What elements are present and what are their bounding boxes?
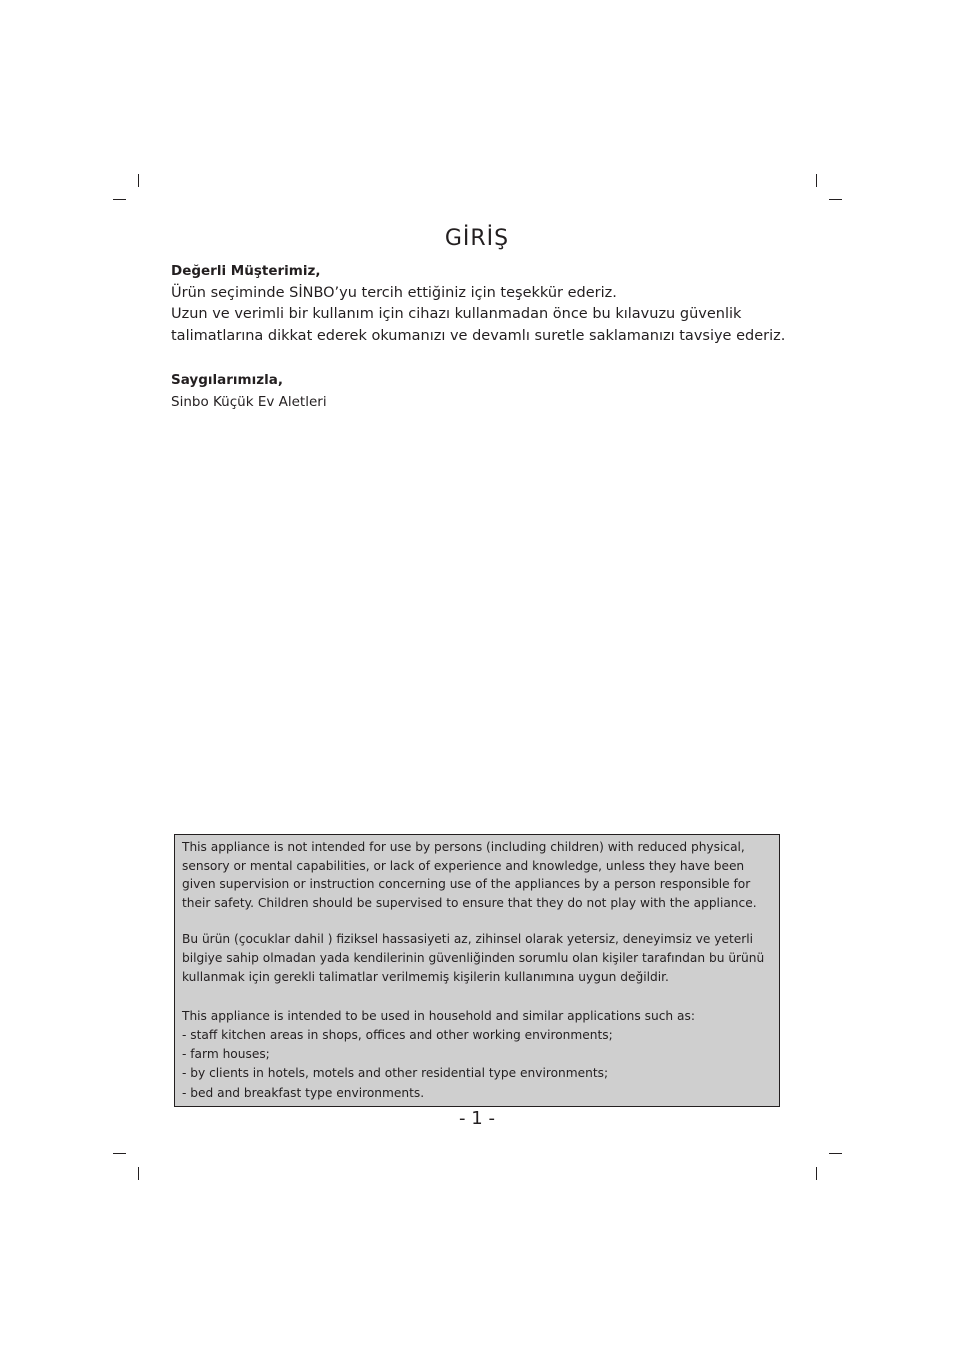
warning-turkish: Bu ürün (çocuklar dahil ) fiziksel hassasiyeti az, zihinsel olarak yetersiz, deneyimsiz ve yeterli bilgiye sahip olmadan yada kendilerinin güvenliğinden sorumlu olan kişiler tarafından bu ürünü kullanmak için gerekli talimatlar verilmemiş kişilerin kullanımına uygun değildir. [182,932,765,984]
signoff-section [171,369,327,413]
closing: Saygılarımızla, [171,372,283,388]
safety-warning-box [174,834,780,1107]
usage-item: - by clients in hotels, motels and other residential type environments; [182,1066,609,1081]
usage-item: - bed and breakfast type environments. [182,1085,425,1100]
intro-line-2: Uzun ve verimli bir kullanım için cihazı kullanmadan önce bu kılavuzu güvenlik talimatlarına dikkat ederek okumanızı ve devamlı suretle saklamanızı tavsiye ederiz. [171,306,786,344]
crop-mark-bottom-left-horizontal [113,1153,126,1154]
usage-intro: This appliance is intended to be used in household and similar applications such as: [182,1009,695,1024]
company-name: Sinbo Küçük Ev Aletleri [171,394,327,410]
crop-mark-bottom-right-horizontal [829,1153,842,1154]
warning-english: This appliance is not intended for use by persons (including children) with reduced physical, sensory or mental capabilities, or lack of experience and knowledge, unless they have been given supervision or instruction concerning use of the appliances by a person responsible for their safety. Children should be supervised to ensure that they do not play with the appliance. [182,840,757,910]
crop-mark-bottom-left-vertical [138,1167,139,1180]
page-title: GİRİŞ [444,226,510,251]
crop-mark-top-right-vertical [816,174,817,187]
greeting: Değerli Müşterimiz, [171,263,321,279]
usage-item: - farm houses; [182,1047,270,1062]
page-number: - 1 - [459,1108,495,1129]
usage-item: - staff kitchen areas in shops, offices and other working environments; [182,1027,613,1042]
crop-mark-top-left-vertical [138,174,139,187]
crop-mark-top-left-horizontal [113,199,126,200]
intro-line-1: Ürün seçiminde SİNBO’yu tercih ettiğiniz için teşekkür ederiz. [171,284,617,301]
crop-mark-bottom-right-vertical [816,1167,817,1180]
intro-section [171,261,811,347]
crop-mark-top-right-horizontal [829,199,842,200]
